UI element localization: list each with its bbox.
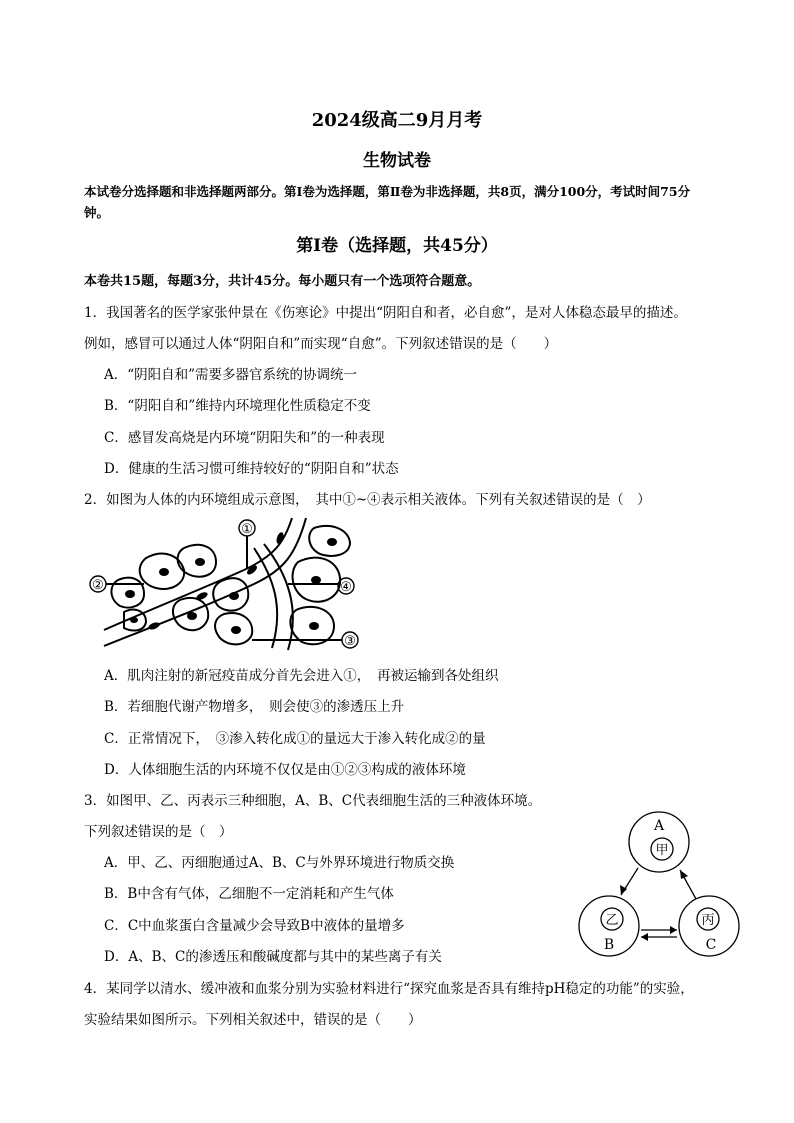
section-note: 本卷共15题，每题3分，共计45分。每小题只有一个选项符合题意。 bbox=[84, 274, 481, 289]
q3-label-jia: 甲 bbox=[655, 843, 669, 858]
q3-option-b: B．B中含有气体，乙细胞不一定消耗和产生气体 bbox=[104, 886, 394, 902]
q2-figure-label-3: ③ bbox=[344, 634, 356, 649]
q2-figure-label-4: ④ bbox=[340, 580, 352, 595]
q1-option-c: C．感冒发高烧是内环境“阴阳失和”的一种表现 bbox=[104, 430, 385, 446]
exam-instructions: 本试卷分选择题和非选择题两部分。第Ⅰ卷为选择题，第Ⅱ卷为非选择题，共8页，满分100分，考试时间75分钟。 bbox=[84, 184, 691, 220]
q3-option-d: D．A、B、C的渗透压和酸碱度都与其中的某些离子有关 bbox=[104, 949, 442, 965]
q4-stem-line1: 4．某同学以清水、缓冲液和血浆分别为实验材料进行“探究血浆是否具有维持pH稳定的功能”的实验， bbox=[84, 981, 694, 997]
q1-option-a: A．“阴阳自和”需要多器官系统的协调统一 bbox=[104, 367, 358, 383]
exam-title: 2024级高二9月月考 bbox=[311, 110, 483, 131]
q2-figure-label-2: ② bbox=[92, 578, 104, 593]
q3-label-c: C bbox=[705, 937, 717, 953]
q2-figure-label-1: ① bbox=[241, 522, 253, 537]
q3-option-a: A．甲、乙、丙细胞通过A、B、C与外界环境进行物质交换 bbox=[104, 855, 455, 871]
q3-label-yi: 乙 bbox=[605, 913, 619, 928]
q3-stem-line1: 3．如图甲、乙、丙表示三种细胞，A、B、C代表细胞生活的三种液体环境。 bbox=[84, 793, 542, 809]
q2-option-c: C．正常情况下， ③渗入转化成①的量远大于渗入转化成②的量 bbox=[104, 731, 486, 747]
q3-cell-figure bbox=[574, 806, 754, 966]
exam-subject: 生物试卷 bbox=[363, 151, 431, 171]
q2-stem: 2．如图为人体的内环境组成示意图， 其中①~④表示相关液体。下列有关叙述错误的是（ ） bbox=[84, 492, 651, 508]
q2-tissue-figure bbox=[84, 518, 374, 654]
q2-option-d: D．人体细胞生活的内环境不仅仅是由①②③构成的液体环境 bbox=[104, 762, 466, 778]
q1-stem-line1: 1．我国著名的医学家张仲景在《伤寒论》中提出“阴阳自和者，必自愈”，是对人体稳态最早的描述。 bbox=[84, 305, 687, 321]
q1-stem-line2: 例如，感冒可以通过人体“阴阳自和”而实现“自愈”。下列叙述错误的是（ ） bbox=[84, 336, 558, 352]
q3-stem-line2: 下列叙述错误的是（ ） bbox=[84, 824, 233, 840]
section-title: 第Ⅰ卷（选择题，共45分） bbox=[296, 236, 498, 256]
q3-label-bing: 丙 bbox=[701, 913, 715, 928]
q3-label-b: B bbox=[603, 937, 615, 953]
q2-option-a: A．肌肉注射的新冠疫苗成分首先会进入①， 再被运输到各处组织 bbox=[104, 668, 499, 684]
q2-option-b: B．若细胞代谢产物增多， 则会使③的渗透压上升 bbox=[104, 699, 405, 715]
q3-option-c: C．C中血浆蛋白含量减少会导致B中液体的量增多 bbox=[104, 918, 405, 934]
q3-label-a: A bbox=[653, 818, 665, 834]
q4-stem-line2: 实验结果如图所示。下列相关叙述中，错误的是（ ） bbox=[84, 1012, 422, 1028]
q1-option-d: D．健康的生活习惯可维持较好的“阴阳自和”状态 bbox=[104, 461, 399, 477]
q1-option-b: B．“阴阳自和”维持内环境理化性质稳定不变 bbox=[104, 398, 371, 414]
